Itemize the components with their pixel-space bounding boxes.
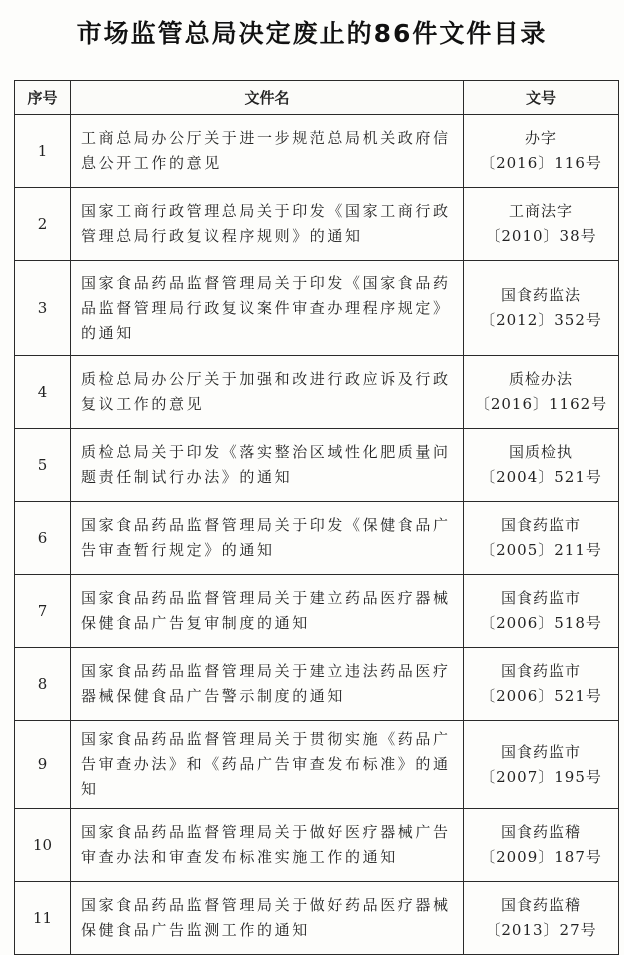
row-seq: 1 [15, 115, 71, 188]
row-seq: 7 [15, 575, 71, 648]
document-table [14, 80, 619, 955]
row-doc-no: 办字 〔2016〕116号 [464, 115, 619, 188]
row-doc-no: 国质检执 〔2004〕521号 [464, 429, 619, 502]
table-row [15, 115, 619, 188]
table-row [15, 188, 619, 261]
row-doc-no: 国食药监法 〔2012〕352号 [464, 261, 619, 356]
row-seq: 11 [15, 882, 71, 955]
table-row [15, 356, 619, 429]
row-file-name: 国家食品药品监督管理局关于建立违法药品医疗器械保健食品广告警示制度的通知 [71, 648, 464, 721]
row-file-name: 质检总局办公厅关于加强和改进行政应诉及行政复议工作的意见 [71, 356, 464, 429]
row-seq: 2 [15, 188, 71, 261]
table-row [15, 721, 619, 809]
row-seq: 4 [15, 356, 71, 429]
row-file-name: 国家食品药品监督管理局关于做好药品医疗器械保健食品广告监测工作的通知 [71, 882, 464, 955]
table-row [15, 261, 619, 356]
row-seq: 3 [15, 261, 71, 356]
table-row [15, 502, 619, 575]
table-header-row [15, 81, 619, 115]
row-doc-no: 质检办法 〔2016〕1162号 [464, 356, 619, 429]
row-seq: 5 [15, 429, 71, 502]
row-doc-no: 工商法字 〔2010〕38号 [464, 188, 619, 261]
row-doc-no: 国食药监市 〔2007〕195号 [464, 721, 619, 809]
header-name: 文件名 [71, 81, 464, 115]
header-doc-no: 文号 [464, 81, 619, 115]
row-file-name: 国家食品药品监督管理局关于印发《国家食品药品监督管理局行政复议案件审查办理程序规定》的通知 [71, 261, 464, 356]
row-file-name: 国家食品药品监督管理局关于建立药品医疗器械保健食品广告复审制度的通知 [71, 575, 464, 648]
page-title: 市场监管总局决定废止的86件文件目录 [76, 19, 548, 48]
row-doc-no: 国食药监稽 〔2009〕187号 [464, 809, 619, 882]
row-doc-no: 国食药监市 〔2006〕518号 [464, 575, 619, 648]
row-seq: 6 [15, 502, 71, 575]
table-row [15, 575, 619, 648]
header-seq: 序号 [15, 81, 71, 115]
row-file-name: 国家食品药品监督管理局关于做好医疗器械广告审查办法和审查发布标准实施工作的通知 [71, 809, 464, 882]
table-row [15, 882, 619, 955]
table-row [15, 429, 619, 502]
row-seq: 8 [15, 648, 71, 721]
row-file-name: 工商总局办公厅关于进一步规范总局机关政府信息公开工作的意见 [71, 115, 464, 188]
table-row [15, 648, 619, 721]
row-doc-no: 国食药监稽 〔2013〕27号 [464, 882, 619, 955]
row-file-name: 国家工商行政管理总局关于印发《国家工商行政管理总局行政复议程序规则》的通知 [71, 188, 464, 261]
row-file-name: 国家食品药品监督管理局关于印发《保健食品广告审查暂行规定》的通知 [71, 502, 464, 575]
row-doc-no: 国食药监市 〔2006〕521号 [464, 648, 619, 721]
row-doc-no: 国食药监市 〔2005〕211号 [464, 502, 619, 575]
row-seq: 9 [15, 721, 71, 809]
row-file-name: 国家食品药品监督管理局关于贯彻实施《药品广告审查办法》和《药品广告审查发布标准》的通知 [71, 721, 464, 809]
row-file-name: 质检总局关于印发《落实整治区域性化肥质量问题责任制试行办法》的通知 [71, 429, 464, 502]
row-seq: 10 [15, 809, 71, 882]
table-row [15, 809, 619, 882]
